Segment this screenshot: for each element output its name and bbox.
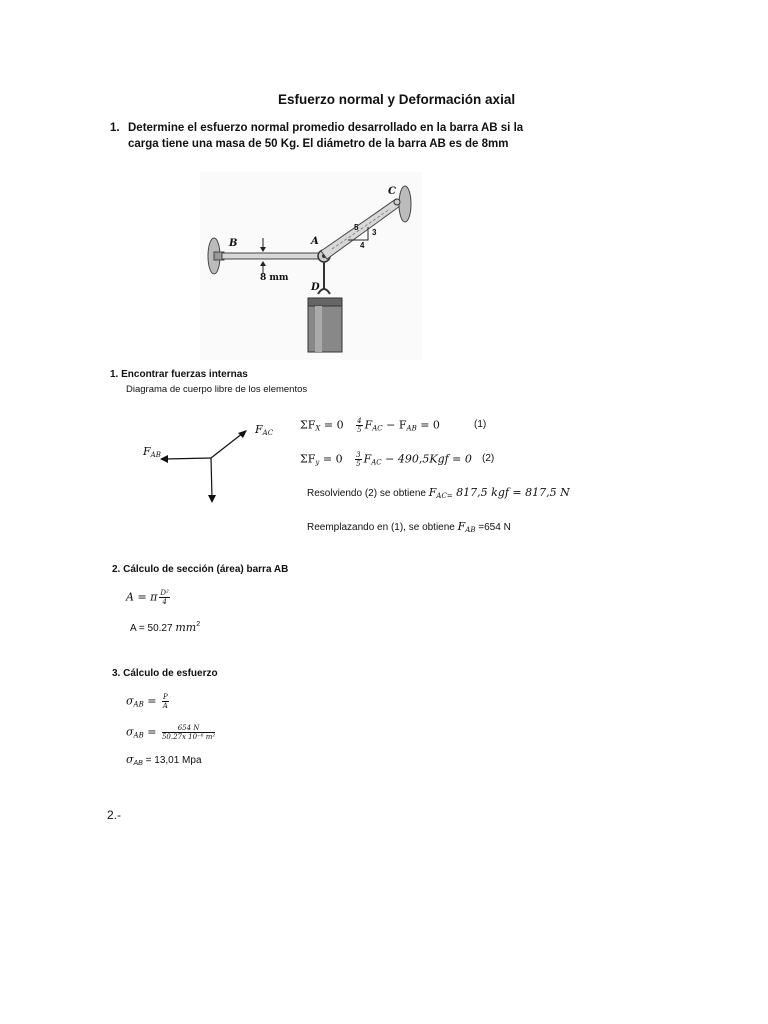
label-c: C (388, 186, 396, 197)
stress-result: $\sigma_{AB} = 13,01$ Mpa (126, 753, 202, 767)
bar-assembly-illustration (200, 172, 422, 360)
equation-2-tag: (2) (482, 453, 495, 464)
equation-1-tag: (1) (474, 419, 487, 430)
equation-sum-fy: $\Sigma F_y = 0$ $\frac{3}{5}$ $F_{AC} - 490,5Kgf = 0$ (300, 451, 472, 468)
slope-label-5: 5 (354, 223, 359, 232)
section-2-heading: 2. Cálculo de sección (área) barra AB (112, 564, 289, 575)
label-b: B (229, 238, 238, 249)
area-result: A = 50.27 $mm^2$ (130, 621, 201, 634)
problem-statement-line-2: carga tiene una masa de 50 Kg. El diámetro de la barra AB es de 8mm (128, 138, 509, 150)
equation-sum-fx: $\Sigma F_X = 0$ $\frac{4}{5}$ $F_{AC} - F_{AB} = 0$ (300, 417, 440, 434)
section-1-subheading: Diagrama de cuerpo libre de los elementos (126, 384, 308, 395)
free-body-diagram (135, 415, 275, 515)
force-ac-label: $F_{AC}$ (255, 423, 274, 437)
label-a: A (311, 236, 319, 247)
stress-substitution: $\sigma_{AB}$ = $\frac{654 N}{\text{50.27x 10⁻⁶ m²}}$ (126, 724, 216, 741)
force-ab-label: $F_{AB}$ (143, 445, 161, 459)
problem-figure (200, 172, 422, 360)
section-1-heading: 1. Encontrar fuerzas internas (110, 369, 248, 380)
problem-number: 1. (110, 122, 120, 134)
label-d: D (311, 282, 320, 293)
page-title: Esfuerzo normal y Deformación axial (278, 92, 516, 107)
problem-2-label: 2.- (107, 808, 122, 822)
slope-label-3: 3 (372, 228, 377, 237)
solve-statement: Resolviendo (2) se obtiene $F_{AC=}$ 817,5 kgf = 817,5 N (307, 486, 570, 500)
problem-statement-line-1: Determine el esfuerzo normal promedio desarrollado en la barra AB si la (128, 122, 524, 134)
slope-label-4: 4 (360, 241, 365, 250)
stress-formula: $\sigma_{AB}$ = $\frac{P}{A}$ (126, 693, 168, 710)
area-formula: A = π $\frac{\text{D²}}{4}$ (126, 589, 169, 606)
diameter-label: 8 mm (260, 273, 289, 283)
replace-statement: Reemplazando en (1), se obtiene $F_{AB} =654$ N (307, 520, 511, 534)
section-3-heading: 3. Cálculo de esfuerzo (112, 668, 218, 679)
